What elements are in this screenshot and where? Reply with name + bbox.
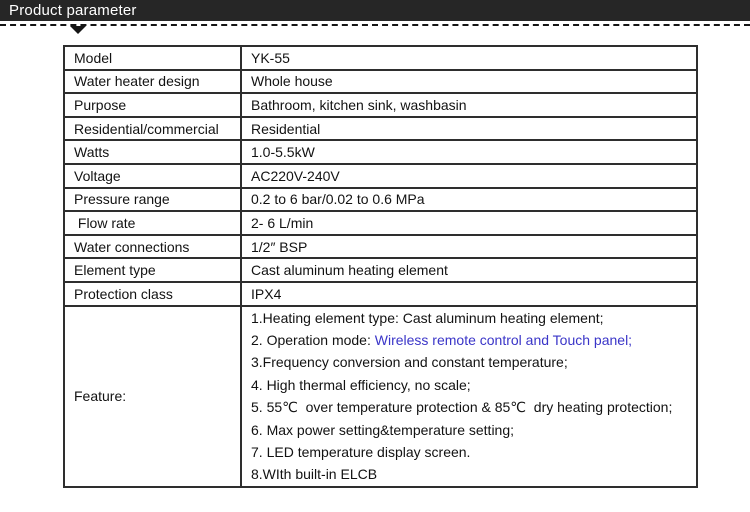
spec-table-body <box>64 46 697 487</box>
spec-label: Residential/commercial <box>64 117 241 141</box>
spec-value: IPX4 <box>241 282 697 306</box>
spec-label: Pressure range <box>64 188 241 212</box>
feature-row <box>64 306 697 487</box>
spec-row <box>64 117 697 141</box>
spec-value: Residential <box>241 117 697 141</box>
feature-text: 5. 55℃ over temperature protection & 85℃ dry heating protection; <box>251 399 673 416</box>
feature-line <box>251 351 692 373</box>
spec-row <box>64 70 697 94</box>
spec-label: Protection class <box>64 282 241 306</box>
spec-row <box>64 140 697 164</box>
feature-line <box>251 419 692 441</box>
spec-value: 0.2 to 6 bar/0.02 to 0.6 MPa <box>241 188 697 212</box>
feature-text: 3.Frequency conversion and constant temperature; <box>251 354 568 371</box>
spec-value: 2- 6 L/min <box>241 211 697 235</box>
spec-row <box>64 258 697 282</box>
spec-label: Model <box>64 46 241 70</box>
spec-label: Element type <box>64 258 241 282</box>
feature-text: 4. High thermal efficiency, no scale; <box>251 376 471 393</box>
feature-list <box>241 306 697 487</box>
feature-line <box>251 463 692 485</box>
spec-value: Whole house <box>241 70 697 94</box>
dashed-divider <box>0 24 750 26</box>
spec-value: AC220V-240V <box>241 164 697 188</box>
spec-row <box>64 282 697 306</box>
spec-label: Water connections <box>64 235 241 259</box>
spec-row <box>64 93 697 117</box>
spec-row <box>64 235 697 259</box>
spec-value: 1/2″ BSP <box>241 235 697 259</box>
spec-row <box>64 164 697 188</box>
spec-value: Cast aluminum heating element <box>241 258 697 282</box>
feature-text: 1.Heating element type: Cast aluminum heating element; <box>251 309 604 326</box>
feature-line <box>251 307 692 329</box>
section-title: Product parameter <box>9 2 137 19</box>
feature-line <box>251 396 692 418</box>
feature-text: 8.WIth built-in ELCB <box>251 466 378 483</box>
spec-row <box>64 188 697 212</box>
spec-label: Purpose <box>64 93 241 117</box>
arrow-down-icon <box>70 26 86 34</box>
spec-value: Bathroom, kitchen sink, washbasin <box>241 93 697 117</box>
spec-label: Water heater design <box>64 70 241 94</box>
feature-text: 7. LED temperature display screen. <box>251 443 471 460</box>
spec-value: YK-55 <box>241 46 697 70</box>
spec-row <box>64 211 697 235</box>
feature-text-highlight: Wireless remote control and Touch panel; <box>374 331 633 348</box>
feature-label: Feature: <box>64 306 241 487</box>
spec-label: Watts <box>64 140 241 164</box>
feature-line <box>251 374 692 396</box>
feature-text: 6. Max power setting&temperature setting; <box>251 421 515 438</box>
feature-line <box>251 441 692 463</box>
product-spec-table <box>63 45 698 488</box>
spec-value: 1.0-5.5kW <box>241 140 697 164</box>
spec-label: Flow rate <box>64 211 241 235</box>
feature-text-prefix: 2. Operation mode: <box>251 331 375 348</box>
spec-label: Voltage <box>64 164 241 188</box>
spec-row <box>64 46 697 70</box>
section-header-bar <box>0 0 750 21</box>
feature-line <box>251 329 692 351</box>
